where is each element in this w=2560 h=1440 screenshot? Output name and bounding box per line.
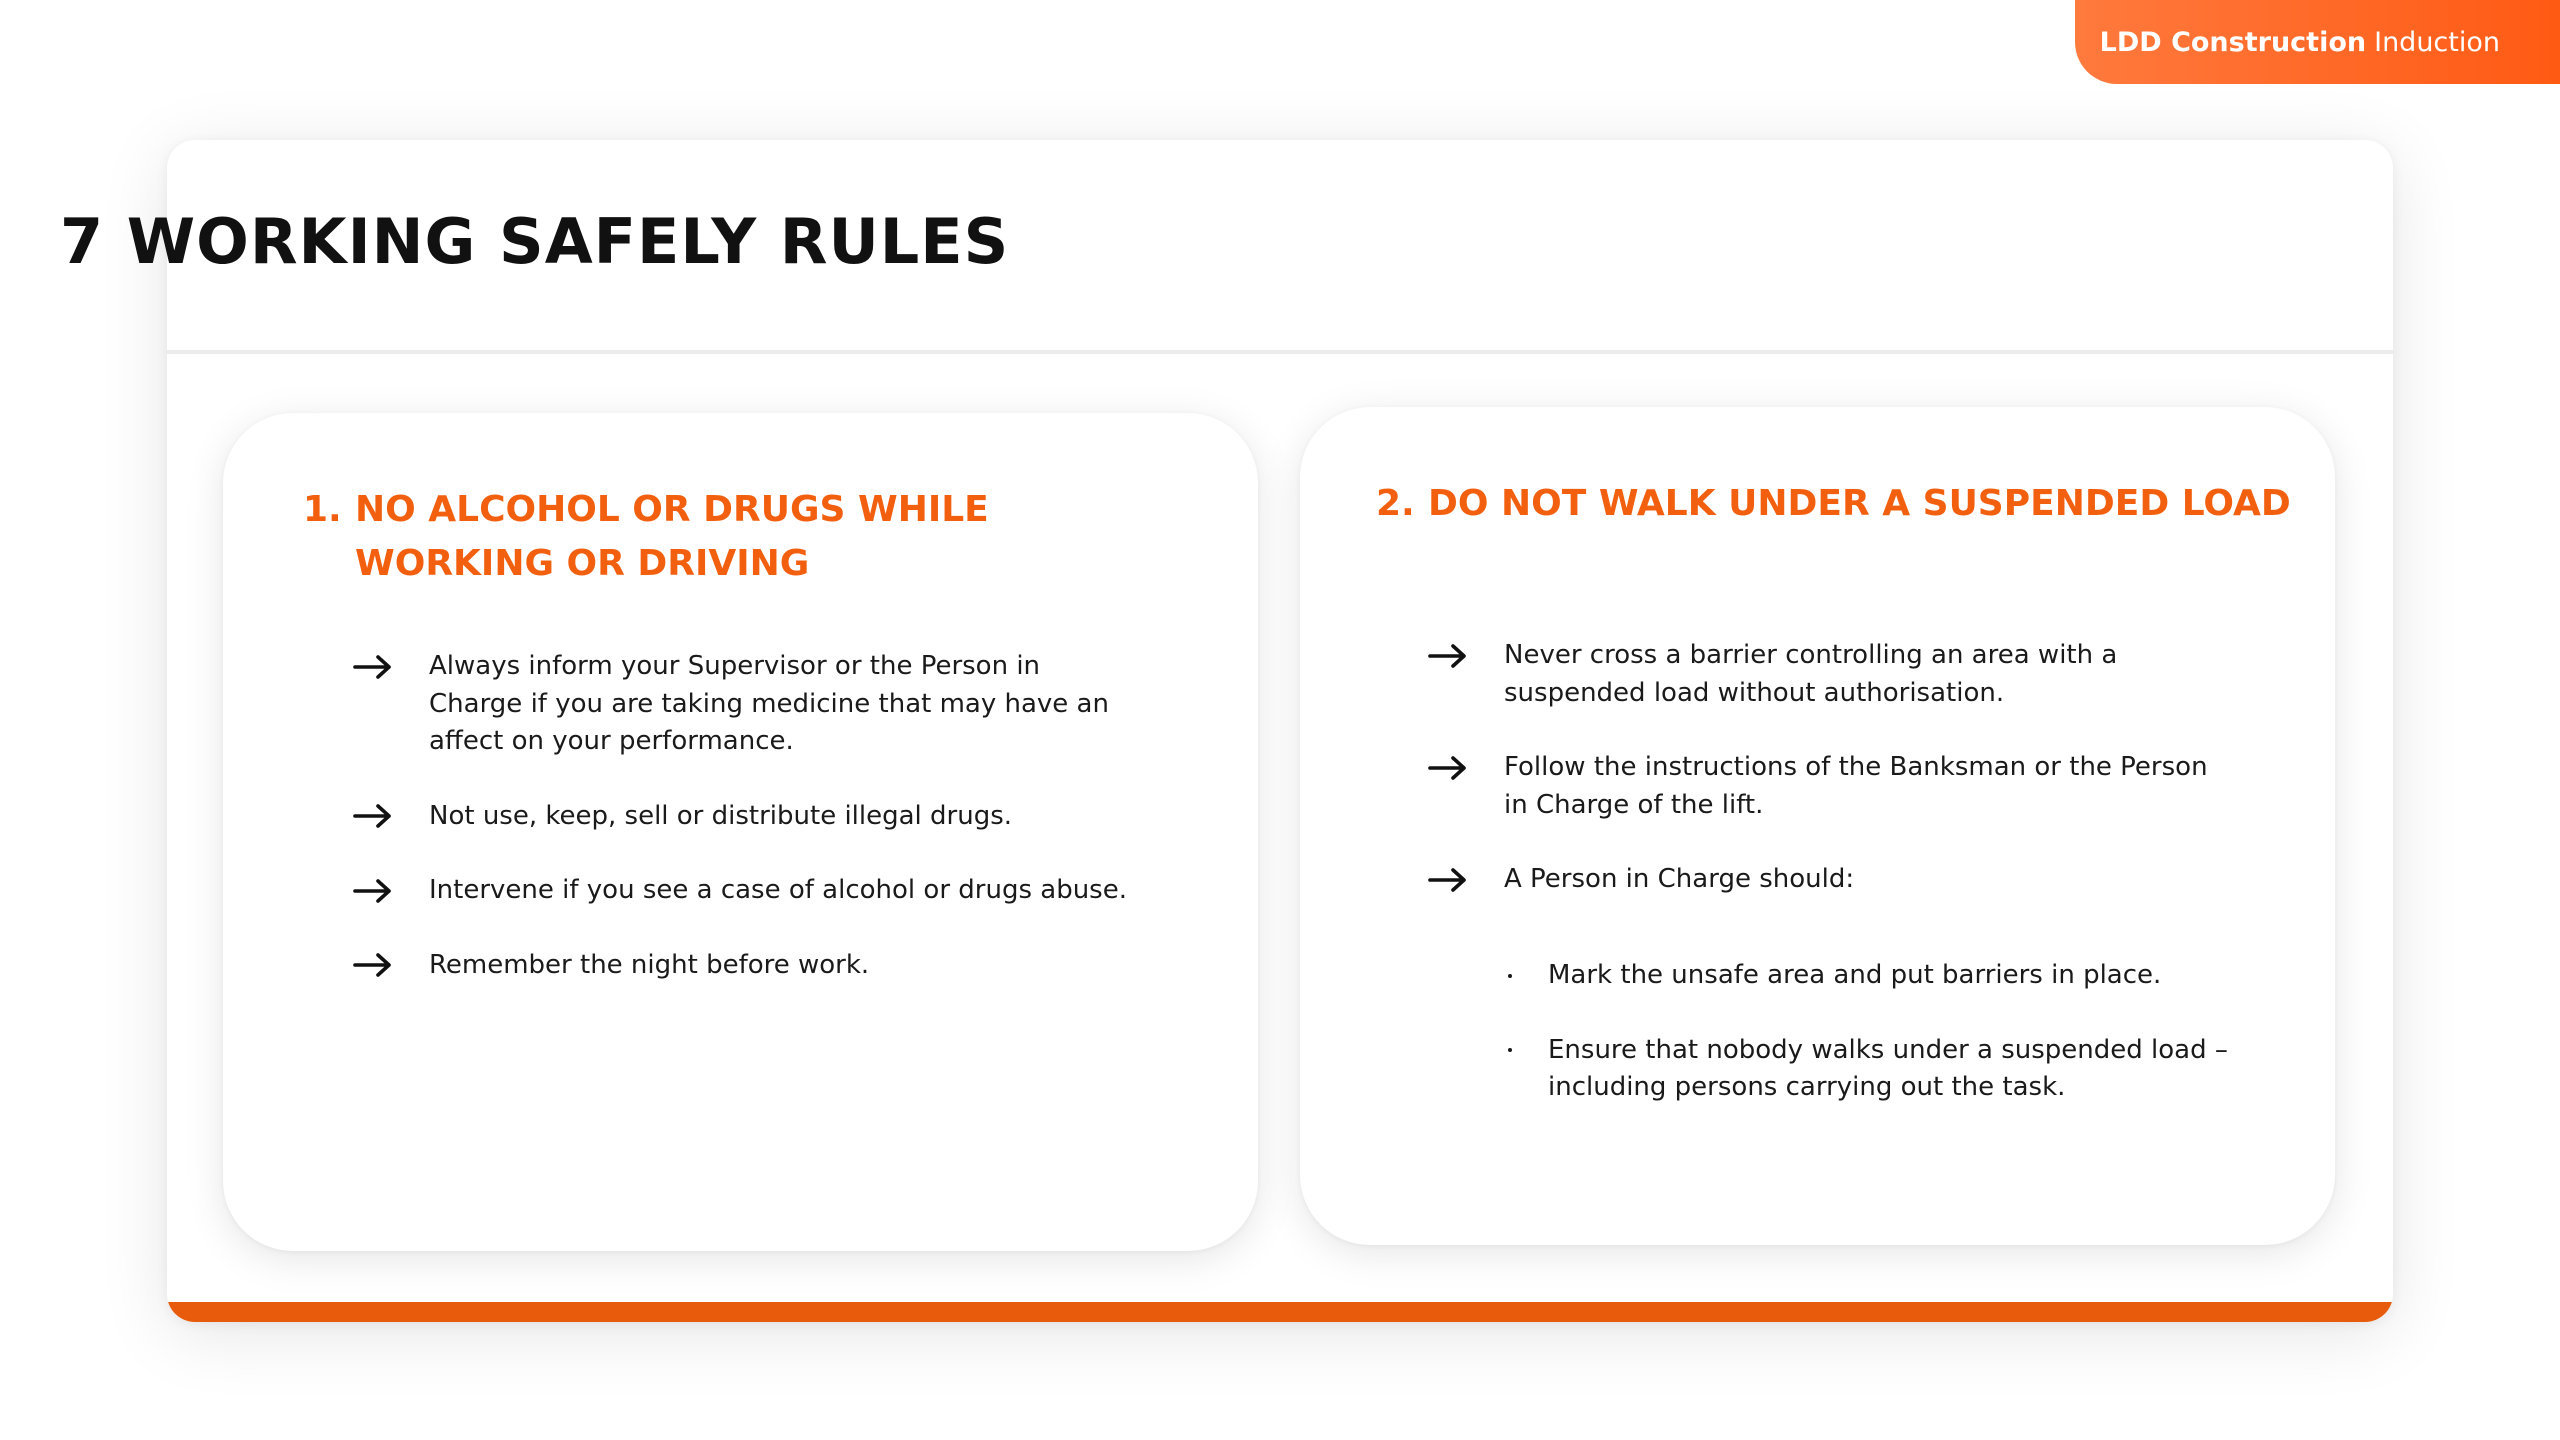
arrow-right-icon [353,798,405,836]
page-title: 7 WORKING SAFELY RULES [60,205,1010,278]
list-item [353,872,1133,910]
list-item-text: Remember the night before work. [429,949,870,980]
arrow-right-icon [1428,749,1480,787]
rule-list [1428,637,2228,936]
sub-list-item [1508,1032,2308,1107]
list-item-text: Not use, keep, sell or distribute illegal drugs. [429,800,1013,831]
arrow-right-icon [353,947,405,985]
list-item [353,648,1133,761]
arrow-right-icon [1428,861,1480,899]
rule-list [353,648,1133,1021]
accent-bottom-bar [167,1302,2393,1322]
list-item [1428,637,2228,712]
rule-heading [303,483,1123,591]
sub-list-item [1508,957,2308,995]
rule-heading [1376,477,2296,531]
brand-badge [2075,0,2560,84]
rule-card-2 [1300,407,2335,1245]
sub-rule-list [1428,957,2308,1144]
sub-list-item-text: Ensure that nobody walks under a suspended load – including persons carrying out the task. [1548,1034,2228,1102]
bullet-icon [1508,957,1532,995]
sub-list-item-text: Mark the unsafe area and put barriers in place. [1548,960,2162,990]
rule-number: 1. [303,489,342,530]
list-item-text: Always inform your Supervisor or the Person in Charge if you are taking medicine that may have an affect on your performance. [429,651,1109,756]
rule-title: NO ALCOHOL OR DRUGS WHILE WORKING OR DRIVING [355,489,989,584]
badge-subtitle: Induction [2374,26,2500,58]
list-item-text: Follow the instructions of the Banksman or the Person in Charge of the lift. [1504,752,2208,820]
list-item [1428,861,2228,899]
rule-number: 2. [1376,483,1415,524]
rule-card-1 [223,413,1258,1251]
list-item [353,947,1133,985]
rule-title: DO NOT WALK UNDER A SUSPENDED LOAD [1428,483,2291,524]
title-divider [167,350,2393,354]
arrow-right-icon [353,648,405,686]
list-item-text: Never cross a barrier controlling an area with a suspended load without authorisation. [1504,640,2118,708]
list-item-text: Intervene if you see a case of alcohol or drugs abuse. [429,875,1127,905]
arrow-right-icon [353,872,405,910]
badge-brand: LDD Construction [2099,26,2367,58]
bullet-icon [1508,1032,1532,1070]
list-item [353,798,1133,836]
arrow-right-icon [1428,637,1480,675]
list-item-text: A Person in Charge should: [1504,864,1855,894]
list-item [1428,749,2228,824]
